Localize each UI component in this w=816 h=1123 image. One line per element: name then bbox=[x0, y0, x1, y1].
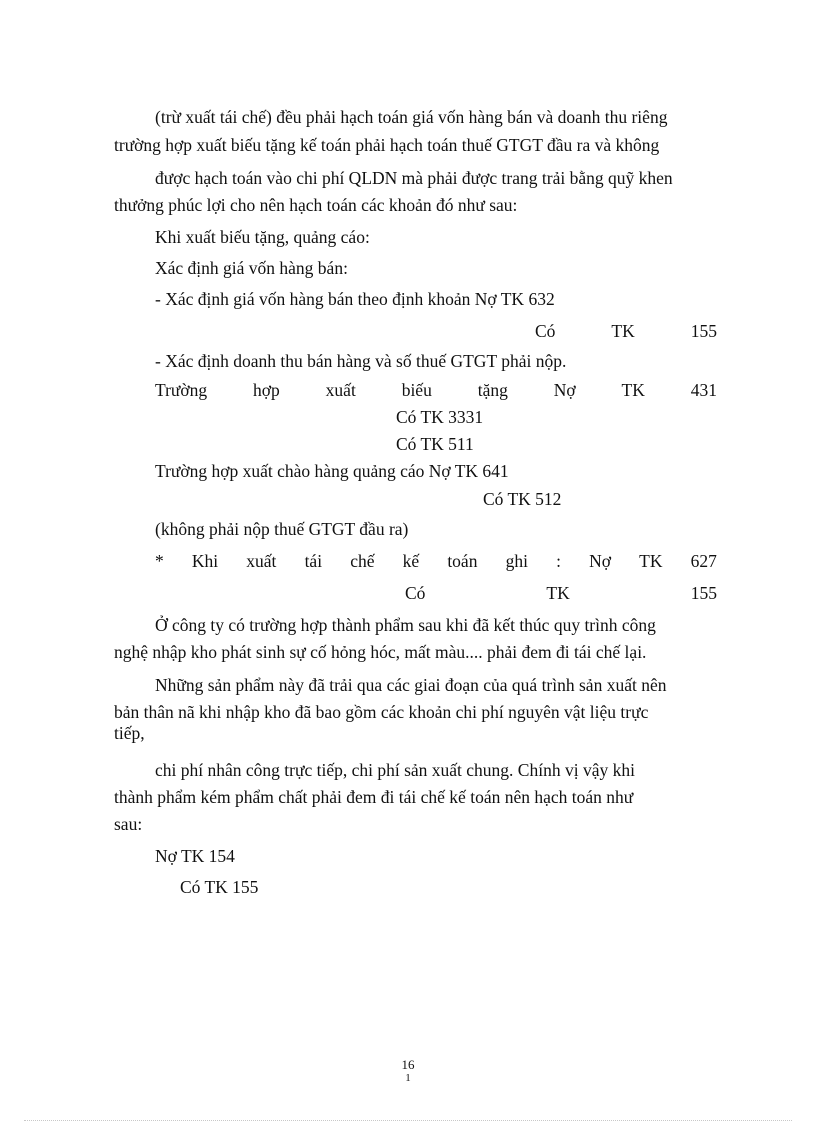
word: xuất bbox=[325, 380, 356, 400]
word: : bbox=[556, 551, 561, 571]
word: tặng bbox=[477, 380, 508, 400]
paragraph-9 bbox=[396, 406, 483, 428]
text: (trừ xuất tái chế) đều phải hạch toán giá vốn hàng bán và doanh thu riêng bbox=[155, 107, 668, 127]
word: TK bbox=[639, 551, 663, 571]
text: bản thân nã khi nhập kho đã bao gồm các khoản chi phí nguyên vật liệu trực bbox=[114, 702, 649, 722]
word: Có bbox=[535, 321, 556, 341]
paragraph-7 bbox=[155, 350, 566, 372]
word: ghi bbox=[505, 551, 528, 571]
paragraph-16-line-1 bbox=[155, 614, 656, 636]
paragraph-17-line-1 bbox=[155, 674, 666, 696]
paragraph-13 bbox=[155, 518, 408, 540]
text: thưởng phúc lợi cho nên hạch toán các khoản đó như sau: bbox=[114, 195, 518, 215]
paragraph-4 bbox=[155, 257, 348, 279]
word: biếu bbox=[401, 380, 432, 400]
paragraph-20 bbox=[180, 876, 258, 898]
paragraph-2-line-2 bbox=[114, 194, 517, 216]
paragraph-5 bbox=[155, 288, 555, 310]
word: kế bbox=[402, 551, 420, 571]
paragraph-15-credit-entry bbox=[405, 582, 717, 604]
paragraph-1-line-1 bbox=[155, 106, 717, 128]
word: TK bbox=[621, 380, 645, 400]
paragraph-2-line-1 bbox=[155, 167, 673, 189]
word: Khi bbox=[191, 551, 219, 571]
text: Những sản phẩm này đã trải qua các giai đoạn của quá trình sản xuất nên bbox=[155, 675, 667, 695]
text: nghệ nhập kho phát sinh sự cố hỏng hóc, mất màu.... phải đem đi tái chế lại. bbox=[114, 642, 647, 662]
text: Có TK 512 bbox=[483, 489, 562, 509]
paragraph-18-line-2 bbox=[114, 786, 633, 808]
text: thành phẩm kém phẩm chất phải đem đi tái chế kế toán nên hạch toán như bbox=[114, 787, 634, 807]
paragraph-17-line-3 bbox=[114, 722, 145, 744]
paragraph-18-line-1 bbox=[155, 759, 635, 781]
paragraph-10 bbox=[396, 433, 474, 455]
paragraph-8-debit-entry bbox=[155, 379, 717, 401]
text: được hạch toán vào chi phí QLDN mà phải được trang trải bằng quỹ khen bbox=[155, 168, 673, 188]
word: 155 bbox=[690, 321, 717, 341]
text: Ở công ty có trường hợp thành phẩm sau khi đã kết thúc quy trình công bbox=[155, 615, 656, 635]
word: toán bbox=[447, 551, 478, 571]
word: 627 bbox=[690, 551, 717, 571]
paragraph-11 bbox=[155, 460, 509, 482]
paragraph-3 bbox=[155, 226, 370, 248]
text: - Xác định doanh thu bán hàng và số thuế GTGT phải nộp. bbox=[155, 351, 567, 371]
page-number-top: 16 bbox=[401, 1057, 415, 1072]
word: Nợ bbox=[589, 551, 612, 571]
text: Xác định giá vốn hàng bán: bbox=[155, 258, 348, 278]
paragraph-1-line-2 bbox=[114, 134, 659, 156]
paragraph-6-credit-entry bbox=[535, 320, 717, 342]
word: * bbox=[155, 551, 164, 571]
text: Trường hợp xuất chào hàng quảng cáo Nợ TK 641 bbox=[155, 461, 509, 481]
word: hợp bbox=[253, 380, 280, 400]
text: Có TK 155 bbox=[180, 877, 259, 897]
word: Trường bbox=[155, 380, 208, 400]
page-bottom-divider bbox=[24, 1120, 792, 1121]
word: 431 bbox=[690, 380, 717, 400]
text: Có TK 3331 bbox=[396, 407, 484, 427]
word: Nợ bbox=[553, 380, 576, 400]
paragraph-19 bbox=[155, 845, 235, 867]
text: tiếp, bbox=[114, 723, 145, 743]
paragraph-12 bbox=[483, 488, 561, 510]
paragraph-17-line-2 bbox=[114, 701, 648, 723]
text: Khi xuất biếu tặng, quảng cáo: bbox=[155, 227, 370, 247]
text: - Xác định giá vốn hàng bán theo định khoản Nợ TK 632 bbox=[155, 289, 555, 309]
word: Có bbox=[405, 583, 426, 603]
word: xuất bbox=[246, 551, 277, 571]
word: 155 bbox=[690, 583, 717, 603]
text: sau: bbox=[114, 814, 143, 834]
word: TK bbox=[611, 321, 635, 341]
paragraph-14-debit-entry bbox=[155, 550, 717, 572]
text: trường hợp xuất biếu tặng kế toán phải hạch toán thuế GTGT đầu ra và không bbox=[114, 135, 660, 155]
text: (không phải nộp thuế GTGT đầu ra) bbox=[155, 519, 409, 539]
word: chế bbox=[350, 551, 375, 571]
paragraph-16-line-2 bbox=[114, 641, 646, 663]
page-number-bottom: 1 bbox=[405, 1072, 411, 1084]
text: Có TK 511 bbox=[396, 434, 474, 454]
text: Nợ TK 154 bbox=[155, 846, 235, 866]
word: TK bbox=[546, 583, 570, 603]
word: tái bbox=[304, 551, 323, 571]
paragraph-18-line-3 bbox=[114, 813, 142, 835]
text: chi phí nhân công trực tiếp, chi phí sản xuất chung. Chính vị vậy khi bbox=[155, 760, 635, 780]
